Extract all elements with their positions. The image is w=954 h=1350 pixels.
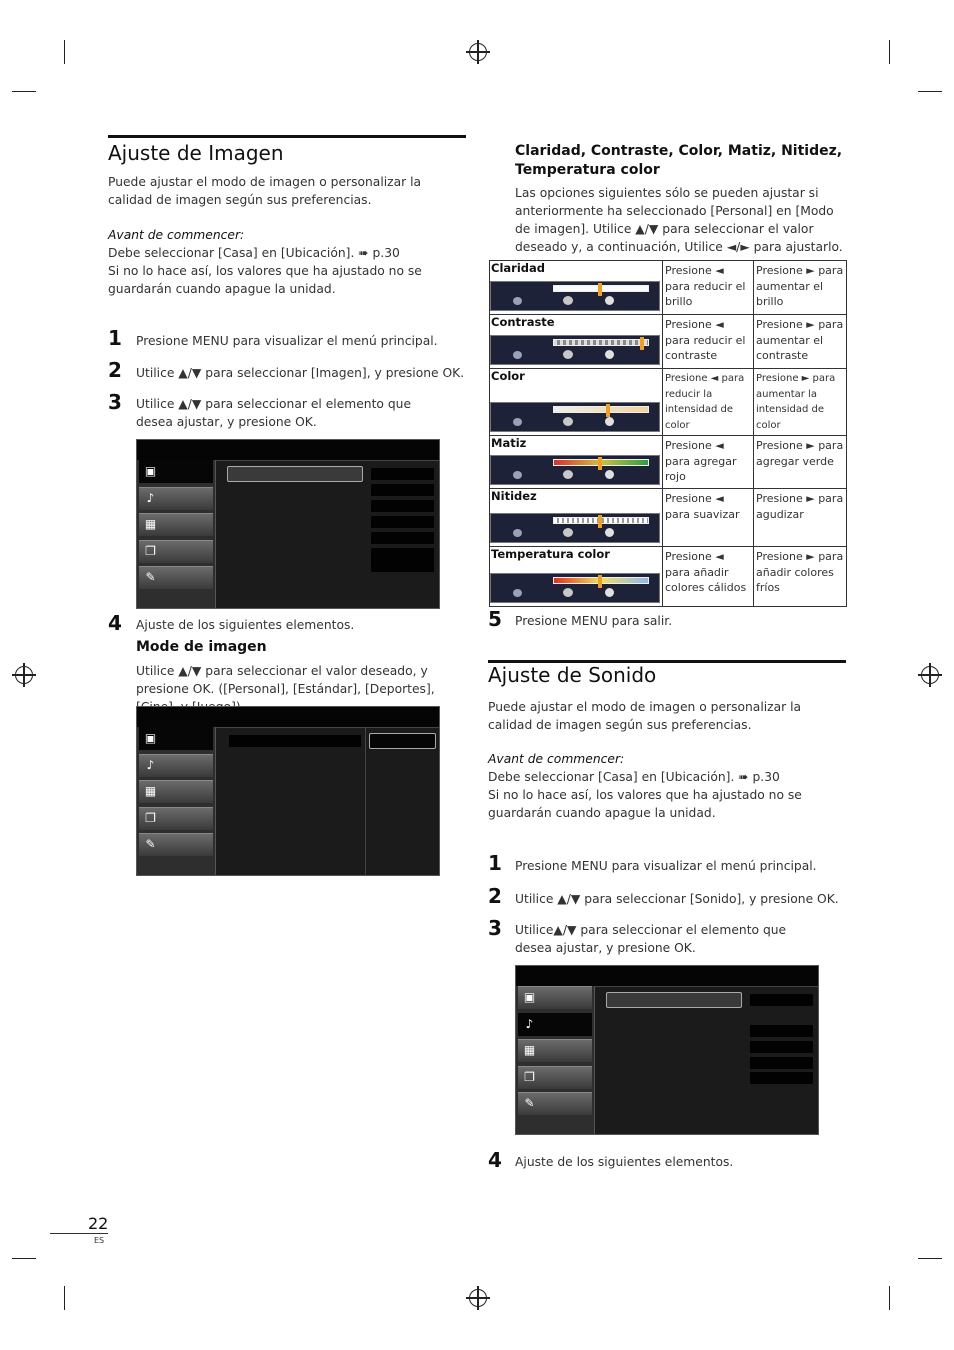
table-row-label: Claridad bbox=[490, 261, 663, 315]
language-code: ES bbox=[94, 1236, 105, 1245]
step-number: 3 bbox=[488, 916, 502, 940]
table-cell: Presione ◄ para añadir colores cálidos bbox=[663, 547, 754, 607]
table-row-label: Nitidez bbox=[490, 489, 663, 547]
crop-mark bbox=[889, 40, 890, 64]
crop-mark bbox=[918, 1258, 942, 1259]
step-text: Utilice▲/▼ para seleccionar el elemento que desea ajustar, y presione OK. bbox=[515, 923, 787, 955]
tv-menu-screen bbox=[515, 965, 819, 1135]
registration-mark-icon bbox=[469, 1289, 487, 1307]
settings-icon: ✎ bbox=[145, 837, 156, 851]
step-text: Presione MENU para visualizar el menú principal. bbox=[515, 859, 817, 873]
step-number: 4 bbox=[488, 1148, 502, 1172]
slider-image bbox=[490, 335, 660, 365]
crop-mark bbox=[918, 91, 942, 92]
step-text: Presione MENU para visualizar el menú principal. bbox=[136, 334, 438, 348]
note-icon: ♪ bbox=[525, 1017, 534, 1031]
step-text: Ajuste de los siguientes elementos. bbox=[136, 618, 355, 632]
slider-image bbox=[490, 402, 660, 432]
picture-icon: ▣ bbox=[144, 464, 157, 478]
registration-mark-icon bbox=[15, 666, 33, 684]
table-cell: Presione ► para aumentar la intensidad de color bbox=[754, 369, 847, 436]
section-title: Ajuste de Sonido bbox=[488, 663, 657, 687]
table-row-label: Temperatura color bbox=[490, 547, 663, 607]
registration-mark-icon bbox=[469, 43, 487, 61]
table-cell: Presione ► para aumentar el contraste bbox=[754, 315, 847, 369]
grid-icon: ▦ bbox=[523, 1043, 536, 1057]
intro-text: Las opciones siguientes sólo se pueden ajustar si anteriormente ha seleccionado [Personal] en [Modo de imagen]. Utilice ▲/▼ para seleccionar el valor deseado y, a continuación, Utilice ◄/► para ajustarlo. bbox=[515, 186, 843, 254]
table-row-label: Color bbox=[490, 369, 663, 436]
step-number: 1 bbox=[488, 851, 502, 875]
table-cell: Presione ◄ para suavizar bbox=[663, 489, 754, 547]
table-row-label: Contraste bbox=[490, 315, 663, 369]
crop-mark bbox=[12, 1258, 36, 1259]
step-text: Ajuste de los siguientes elementos. bbox=[515, 1155, 734, 1169]
footer-rule bbox=[50, 1233, 108, 1234]
before-line: Si no lo hace así, los valores que ha ajustado no se guardarán cuando apague la unidad. bbox=[488, 788, 802, 820]
slider-image bbox=[490, 573, 660, 603]
grid-icon: ▦ bbox=[144, 517, 157, 531]
step-number: 5 bbox=[488, 607, 502, 631]
grid-icon: ▦ bbox=[144, 784, 157, 798]
settings-icon: ✎ bbox=[145, 570, 156, 584]
table-cell: Presione ◄ para agregar rojo bbox=[663, 436, 754, 489]
table-cell: Presione ◄ para reducir la intensidad de color bbox=[663, 369, 754, 436]
registration-mark-icon bbox=[921, 666, 939, 684]
picture-icon: ▣ bbox=[144, 731, 157, 745]
step-number: 2 bbox=[488, 884, 502, 908]
step-number: 4 bbox=[108, 611, 122, 635]
step-text: Utilice ▲/▼ para seleccionar [Sonido], y presione OK. bbox=[515, 892, 839, 906]
step-number: 3 bbox=[108, 390, 122, 414]
pages-icon: ❐ bbox=[524, 1070, 535, 1084]
before-label: Avant de commencer: bbox=[488, 752, 625, 766]
table-cell: Presione ► para agregar verde bbox=[754, 436, 847, 489]
step-number: 2 bbox=[108, 358, 122, 382]
table-cell: Presione ◄ para reducir el contraste bbox=[663, 315, 754, 369]
settings-icon: ✎ bbox=[524, 1096, 535, 1110]
step-text: Presione MENU para salir. bbox=[515, 614, 673, 628]
page-number: 22 bbox=[88, 1214, 109, 1233]
slider-image bbox=[490, 455, 660, 485]
table-cell: Presione ► para agudizar bbox=[754, 489, 847, 547]
intro-text: Puede ajustar el modo de imagen o personalizar la calidad de imagen según sus preferencias. bbox=[488, 700, 802, 732]
table-cell: Presione ◄ para reducir el brillo bbox=[663, 261, 754, 315]
crop-mark bbox=[889, 1286, 890, 1310]
table-cell: Presione ► para añadir colores fríos bbox=[754, 547, 847, 607]
mode-text: Utilice ▲/▼ para seleccionar el valor deseado, y presione OK. ([Personal], [Estándar], [Deportes], bbox=[136, 664, 435, 696]
table-row-label: Matiz bbox=[490, 436, 663, 489]
note-icon: ♪ bbox=[146, 491, 155, 505]
before-label: Avant de commencer: bbox=[108, 228, 245, 242]
note-icon: ♪ bbox=[146, 758, 155, 772]
crop-mark bbox=[12, 91, 36, 92]
section-rule bbox=[108, 135, 466, 138]
table-cell: Presione ► para aumentar el brillo bbox=[754, 261, 847, 315]
crop-mark bbox=[64, 1286, 65, 1310]
tv-menu-screen bbox=[136, 439, 440, 609]
step-text: Utilice ▲/▼ para seleccionar el elemento que desea ajustar, y presione OK. bbox=[136, 397, 412, 429]
crop-mark bbox=[64, 40, 65, 64]
picture-icon: ▣ bbox=[523, 990, 536, 1004]
subheading: Claridad, Contraste, Color, Matiz, Nitidez, Temperatura color bbox=[515, 143, 843, 178]
slider-image bbox=[490, 513, 660, 543]
subheading: Mode de imagen bbox=[136, 639, 267, 655]
step-text: Utilice ▲/▼ para seleccionar [Imagen], y presione OK. bbox=[136, 366, 465, 380]
pages-icon: ❐ bbox=[145, 811, 156, 825]
before-line: Debe seleccionar [Casa] en [Ubicación]. ➠ p.30 bbox=[108, 246, 400, 260]
pages-icon: ❐ bbox=[145, 544, 156, 558]
before-line: Si no lo hace así, los valores que ha ajustado no se guardarán cuando apague la unidad. bbox=[108, 264, 422, 296]
slider-image bbox=[490, 281, 660, 311]
tv-menu-screen bbox=[136, 706, 440, 876]
before-line: Debe seleccionar [Casa] en [Ubicación]. ➠ p.30 bbox=[488, 770, 780, 784]
section-title: Ajuste de Imagen bbox=[108, 141, 284, 165]
step-number: 1 bbox=[108, 326, 122, 350]
intro-text: Puede ajustar el modo de imagen o personalizar la calidad de imagen según sus preferencias. bbox=[108, 175, 422, 207]
adjust-table bbox=[489, 260, 847, 607]
